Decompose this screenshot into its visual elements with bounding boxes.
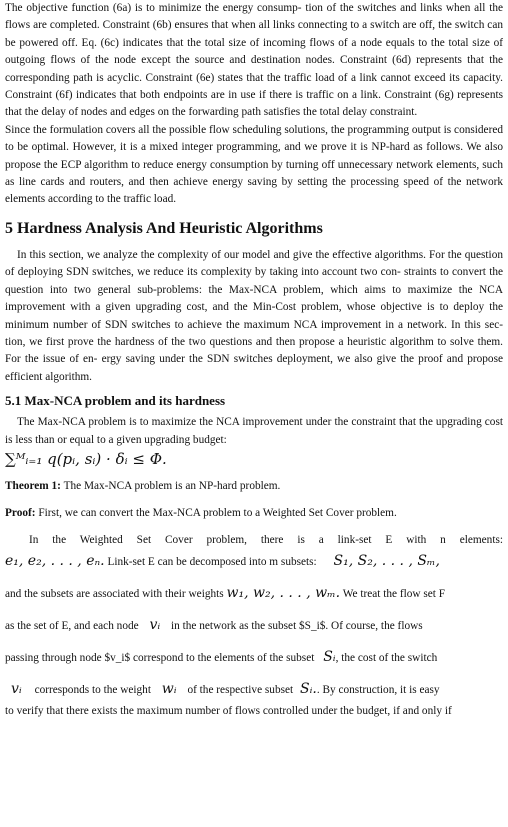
wsc-line-6 [5,681,503,699]
wsc-line-7: to verify that there exists the maximum number of flows controlled under the budget, if and only if [5,704,452,717]
math-weights: w₁, w₂, . . . , wₘ. [226,584,341,601]
math-si-2: Sᵢ. [299,680,317,697]
math-elements: e₁, e₂, . . . , eₙ. [5,552,105,569]
math-vi: vᵢ [149,616,161,633]
wsc-line-5 [5,649,503,667]
wsc-text-i: corresponds to the weight [34,683,151,696]
proof [5,505,503,522]
theorem-label: Theorem 1: [5,479,61,492]
math-subsets: S₁, S₂, . . . , Sₘ, [333,552,440,569]
budget-formula-row [5,451,503,470]
wsc-text-f: in the network as the subset $S_i$. Of course, the flows [171,619,423,632]
wsc-line-3 [5,585,503,603]
theorem-text: The Max-NCA problem is an NP-hard problem. [63,479,281,492]
proof-label: Proof: [5,506,36,519]
wsc-text-j: of the respective subset [187,683,294,696]
wsc-text-g: passing through node $v_i$ correspond to the elements of the subset [5,651,315,664]
math-wi: wᵢ [161,680,177,697]
proof-text: First, we can convert the Max-NCA problem to a Weighted Set Cover problem. [38,506,397,519]
wsc-text-c: and the subsets are associated with their weights [5,587,224,600]
paragraph-objective: The objective function (6a) is to minimize the energy consump- tion of the switches and links when all the flows are completed. Constraint (6b) ensures that when all links connecting to a switch are off, the switch can be powered off. Eq. (6c) indicates that the total size of incoming flows of a node equals to the total size of outgoing flows of the node except the source and destination nodes. Constraint (6d) represents that the corresponding path is acyclic. Constraint (6e) states that the traffic load of a link cannot exceed its capacity. Constraint (6f) indicates that both endpoints are in use if there is traffic on a link. Constraint (6g) represents that the delay of nodes and edges on the forwarding path satisfies the total delay constraint. [5,2,503,119]
math-vi-2: vᵢ [11,680,22,697]
section-5-1-heading: 5.1 Max-NCA problem and its hardness [5,393,226,409]
wsc-line-4 [5,617,503,635]
paper-page [5,0,503,720]
wsc-text-k: . By construction, it is easy [316,683,440,696]
section-5-heading: 5 Hardness Analysis And Heuristic Algorithms [5,219,323,237]
paragraph-formulation: Since the formulation covers all the possible flow scheduling solutions, the programming output is considered to be optimal. However, it is a mixed integer programming, and we prove it is NP-hard as follows. We also propose the ECP algorithm to reduce energy consumption by turning off unnecessary network elements, such as line cards and routers, and then achieve energy saving by setting the processing speed of the network elements according to the traffic load. [5,123,503,206]
theorem-1 [5,478,503,495]
paragraph-max-nca: The Max-NCA problem is to maximize the NCA improvement under the constraint that the upgrading cost is less than or equal to a given upgrading budget: [5,416,503,446]
wsc-line-1 [5,532,503,549]
budget-formula: ∑ᴹᵢ₌₁ q(pᵢ, sᵢ) · δᵢ ≤ Φ. [5,449,167,468]
wsc-text-b: Link-set E can be decomposed into m subsets: [107,555,317,568]
math-si: Sᵢ [323,648,336,665]
wsc-text-a: In the Weighted Set Cover problem, there is a link-set E with n elements: [29,533,503,546]
wsc-text-e: as the set of E, and each node [5,619,139,632]
wsc-text-d: We treat the flow set F [342,587,446,600]
paragraph-section-intro: In this section, we analyze the complexity of our model and give the effective algorithms. For the question of deploying SDN switches, we reduce its complexity by taking into account two con- straints to convert the question into two general sub-problems: the Max-NCA problem, which aims to maximize the NCA improvement with a given upgrading cost, and the Min-Cost problem, whose objective is to deploy the minimum number of SDN switches to achieve the maximum NCA improvement in a network. In this sec- tion, we first prove the hardness of the two questions and then propose a heuristic algorithm to solve them. For the issue of en- ergy saving under the SDN switches deployment, we also give the proof and propose efficient algorithm. [5,248,503,383]
wsc-line-2 [5,553,503,571]
wsc-text-h: , the cost of the switch [335,651,438,664]
